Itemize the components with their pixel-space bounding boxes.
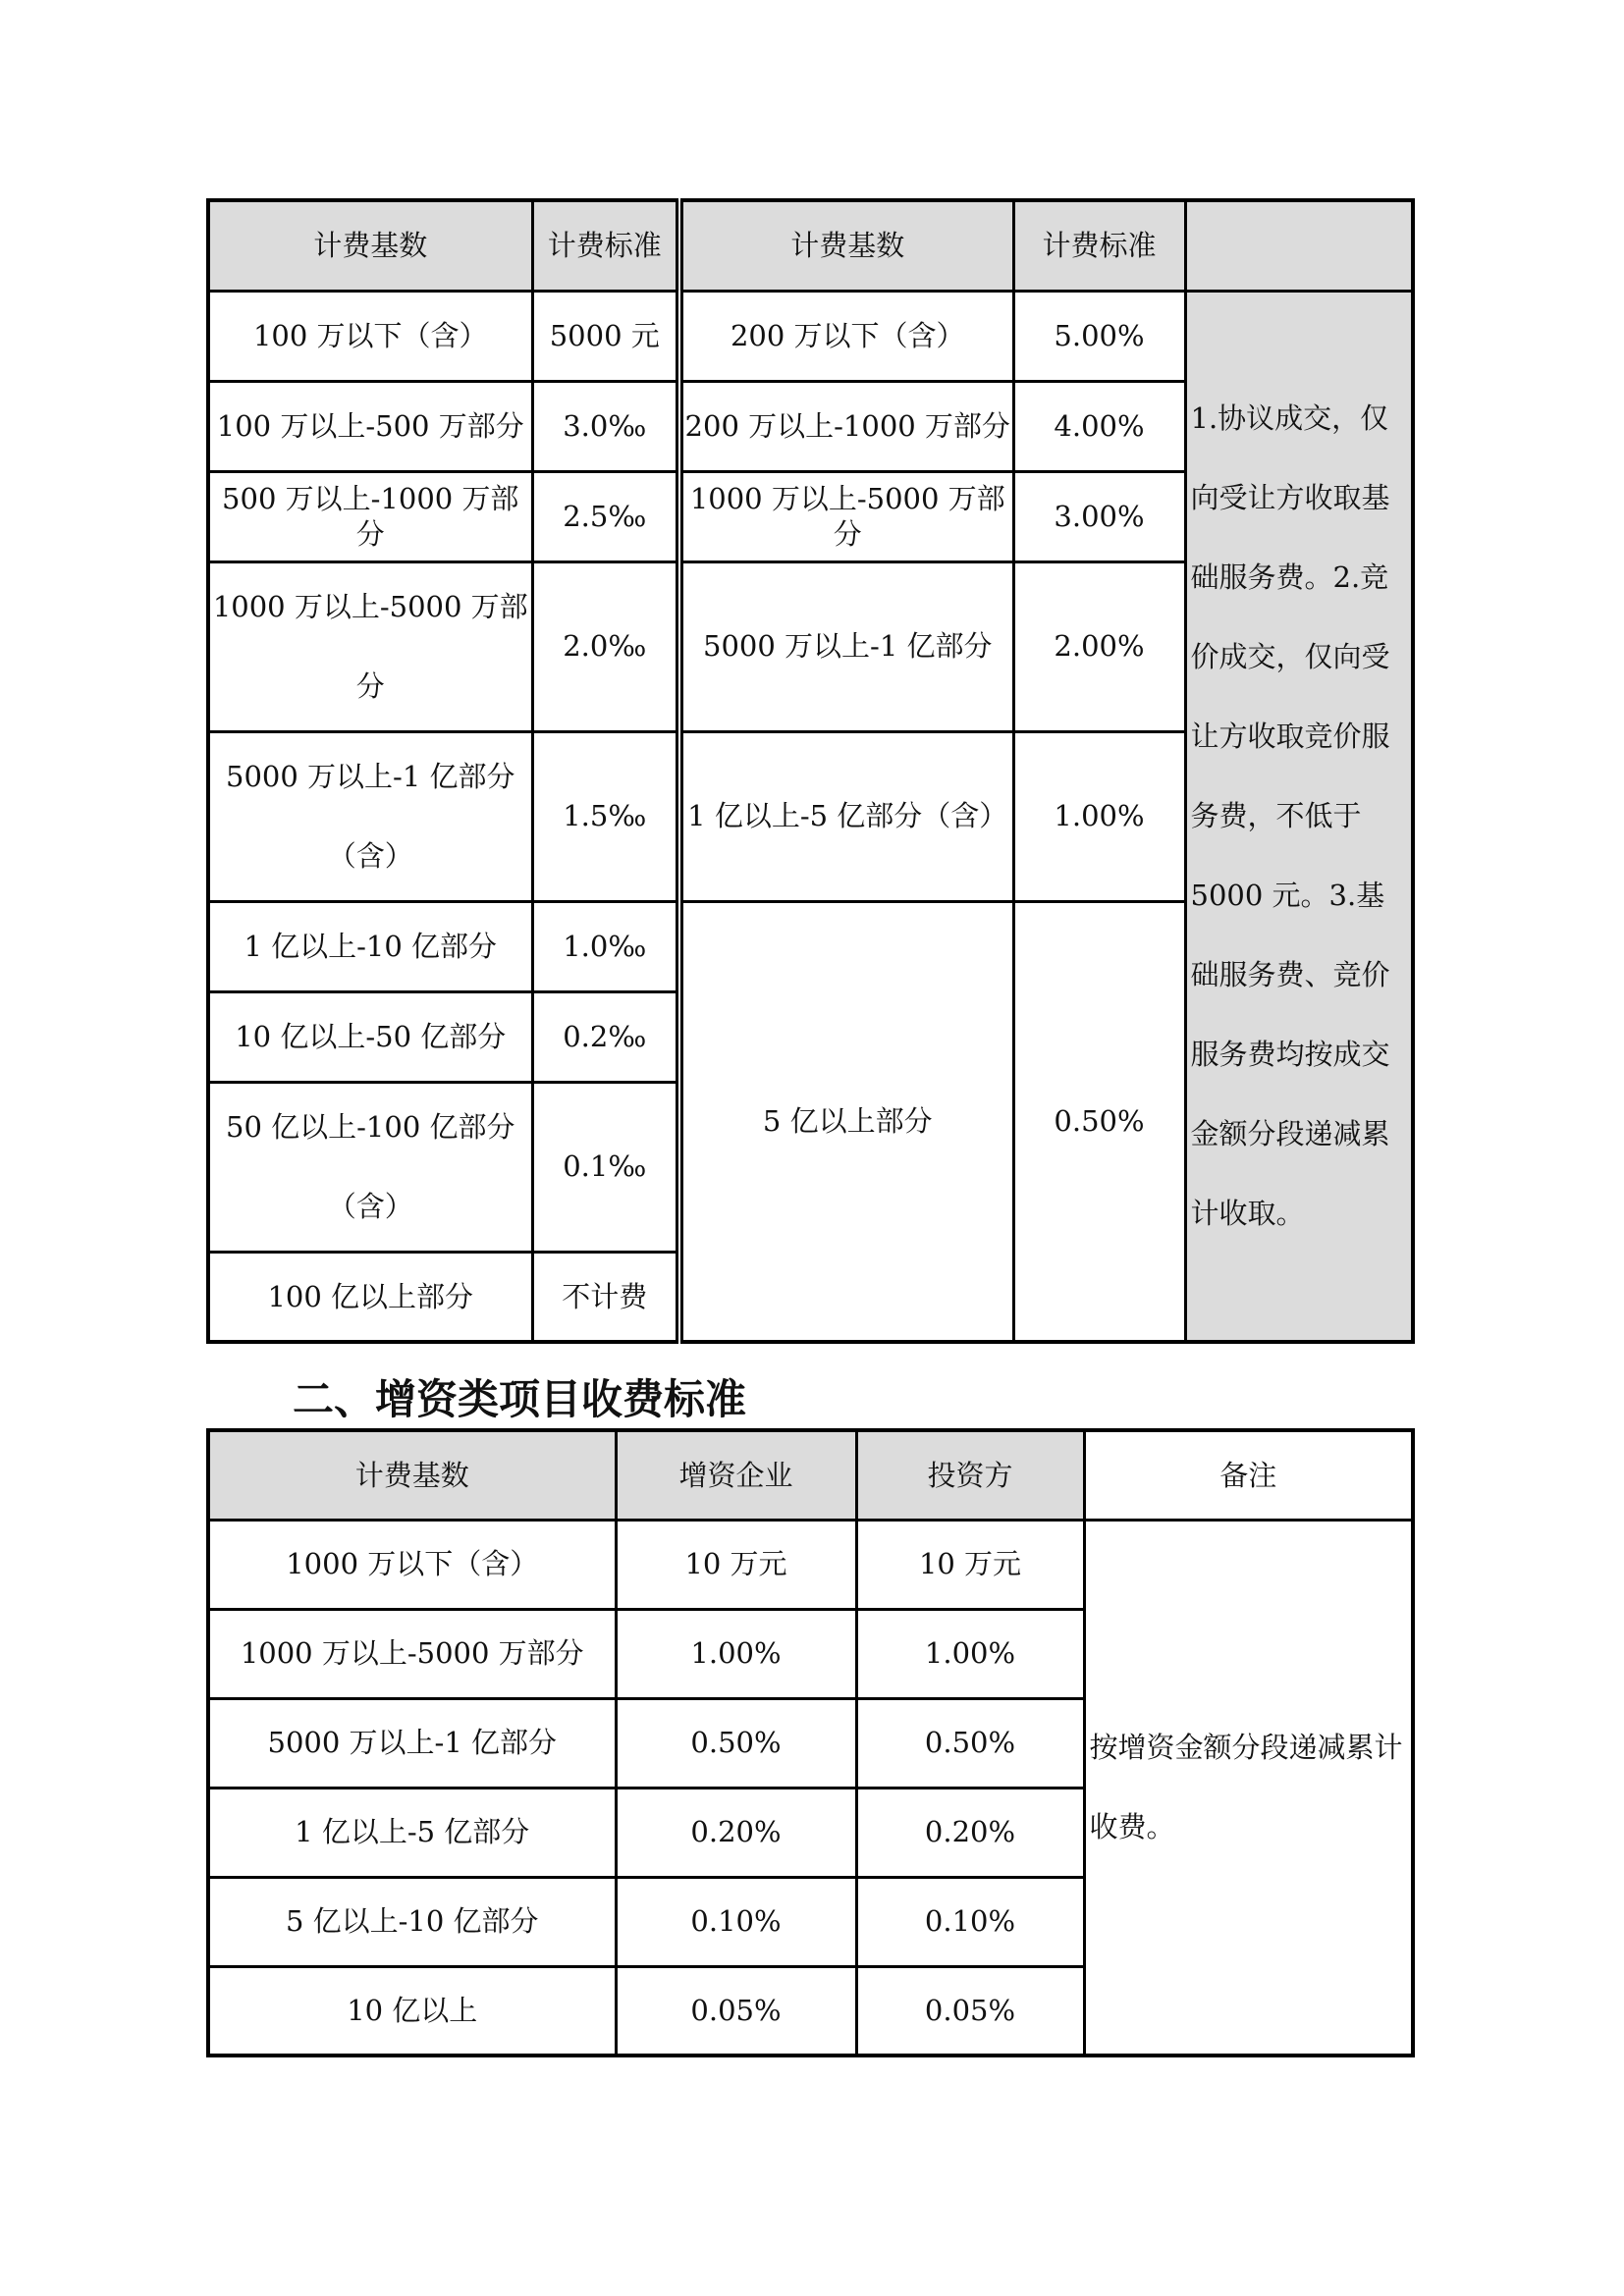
table-cell: 不计费 xyxy=(532,1252,679,1342)
table-cell: 5000 元 xyxy=(532,291,679,381)
table-cell: 1.0‰ xyxy=(532,901,679,991)
table-cell: 4.00% xyxy=(1013,381,1185,471)
header-base-left: 计费基数 xyxy=(208,200,532,291)
table-cell: 0.05% xyxy=(616,1966,856,2056)
table-cell: 1 亿以上-5 亿部分（含） xyxy=(679,731,1013,901)
table-cell: 1000 万以上-5000 万部分 xyxy=(679,471,1013,561)
table-cell: 50 亿以上-100 亿部分（含） xyxy=(208,1082,532,1252)
table-cell: 5000 万以上-1 亿部分 xyxy=(679,561,1013,731)
table-cell: 1.5‰ xyxy=(532,731,679,901)
table-cell: 1000 万以下（含） xyxy=(208,1520,616,1609)
table-cell: 0.20% xyxy=(616,1788,856,1877)
table-cell: 1000 万以上-5000 万部分 xyxy=(208,561,532,731)
table-cell: 200 万以下（含） xyxy=(679,291,1013,381)
table-cell: 10 万元 xyxy=(616,1520,856,1609)
table-cell: 5000 万以上-1 亿部分（含） xyxy=(208,731,532,901)
table-cell: 0.20% xyxy=(856,1788,1084,1877)
table-cell: 1.00% xyxy=(1013,731,1185,901)
table-cell: 0.1‰ xyxy=(532,1082,679,1252)
table-cell: 1000 万以上-5000 万部分 xyxy=(208,1609,616,1698)
table-cell: 1 亿以上-10 亿部分 xyxy=(208,901,532,991)
table-cell: 5 亿以上-10 亿部分 xyxy=(208,1877,616,1966)
header-note xyxy=(1185,200,1413,291)
table-cell: 100 亿以上部分 xyxy=(208,1252,532,1342)
header-company: 增资企业 xyxy=(616,1430,856,1520)
section-title: 二、增资类项目收费标准 xyxy=(293,1375,747,1423)
fee-table-transfer xyxy=(206,198,1415,1344)
table-cell: 10 万元 xyxy=(856,1520,1084,1609)
table-cell: 200 万以上-1000 万部分 xyxy=(679,381,1013,471)
header-rate-left: 计费标准 xyxy=(532,200,679,291)
header-base-right: 计费基数 xyxy=(679,200,1013,291)
table-cell: 2.0‰ xyxy=(532,561,679,731)
table-cell: 0.2‰ xyxy=(532,991,679,1082)
table-cell: 0.50% xyxy=(856,1698,1084,1788)
table-cell: 100 万以上-500 万部分 xyxy=(208,381,532,471)
table-cell: 0.05% xyxy=(856,1966,1084,2056)
table-cell: 10 亿以上-50 亿部分 xyxy=(208,991,532,1082)
table-cell: 5000 万以上-1 亿部分 xyxy=(208,1698,616,1788)
table-cell: 0.10% xyxy=(856,1877,1084,1966)
table-cell: 500 万以上-1000 万部分 xyxy=(208,471,532,561)
table-cell: 3.0‰ xyxy=(532,381,679,471)
table-cell: 2.5‰ xyxy=(532,471,679,561)
table-cell: 5 亿以上部分 xyxy=(679,901,1013,1342)
table-cell: 0.50% xyxy=(616,1698,856,1788)
table-cell: 1 亿以上-5 亿部分 xyxy=(208,1788,616,1877)
table-cell: 5.00% xyxy=(1013,291,1185,381)
table-cell: 1.00% xyxy=(616,1609,856,1698)
header-remark: 备注 xyxy=(1084,1430,1413,1520)
table-cell: 10 亿以上 xyxy=(208,1966,616,2056)
header-investor: 投资方 xyxy=(856,1430,1084,1520)
header-rate-right: 计费标准 xyxy=(1013,200,1185,291)
table-cell: 0.50% xyxy=(1013,901,1185,1342)
table-cell: 0.10% xyxy=(616,1877,856,1966)
table-cell: 100 万以下（含） xyxy=(208,291,532,381)
header-base: 计费基数 xyxy=(208,1430,616,1520)
table-cell: 3.00% xyxy=(1013,471,1185,561)
table-cell: 2.00% xyxy=(1013,561,1185,731)
table-cell: 1.00% xyxy=(856,1609,1084,1698)
fee-table-capital-increase xyxy=(206,1428,1415,2057)
note-cell: 1.协议成交，仅向受让方收取基础服务费。2.竞价成交，仅向受让方收取竞价服务费，不低于 5000 元。3.基础服务费、竞价服务费均按成交金额分段递减累计收取。 xyxy=(1185,291,1413,1342)
remark-cell: 按增资金额分段递减累计收费。 xyxy=(1084,1520,1413,2056)
